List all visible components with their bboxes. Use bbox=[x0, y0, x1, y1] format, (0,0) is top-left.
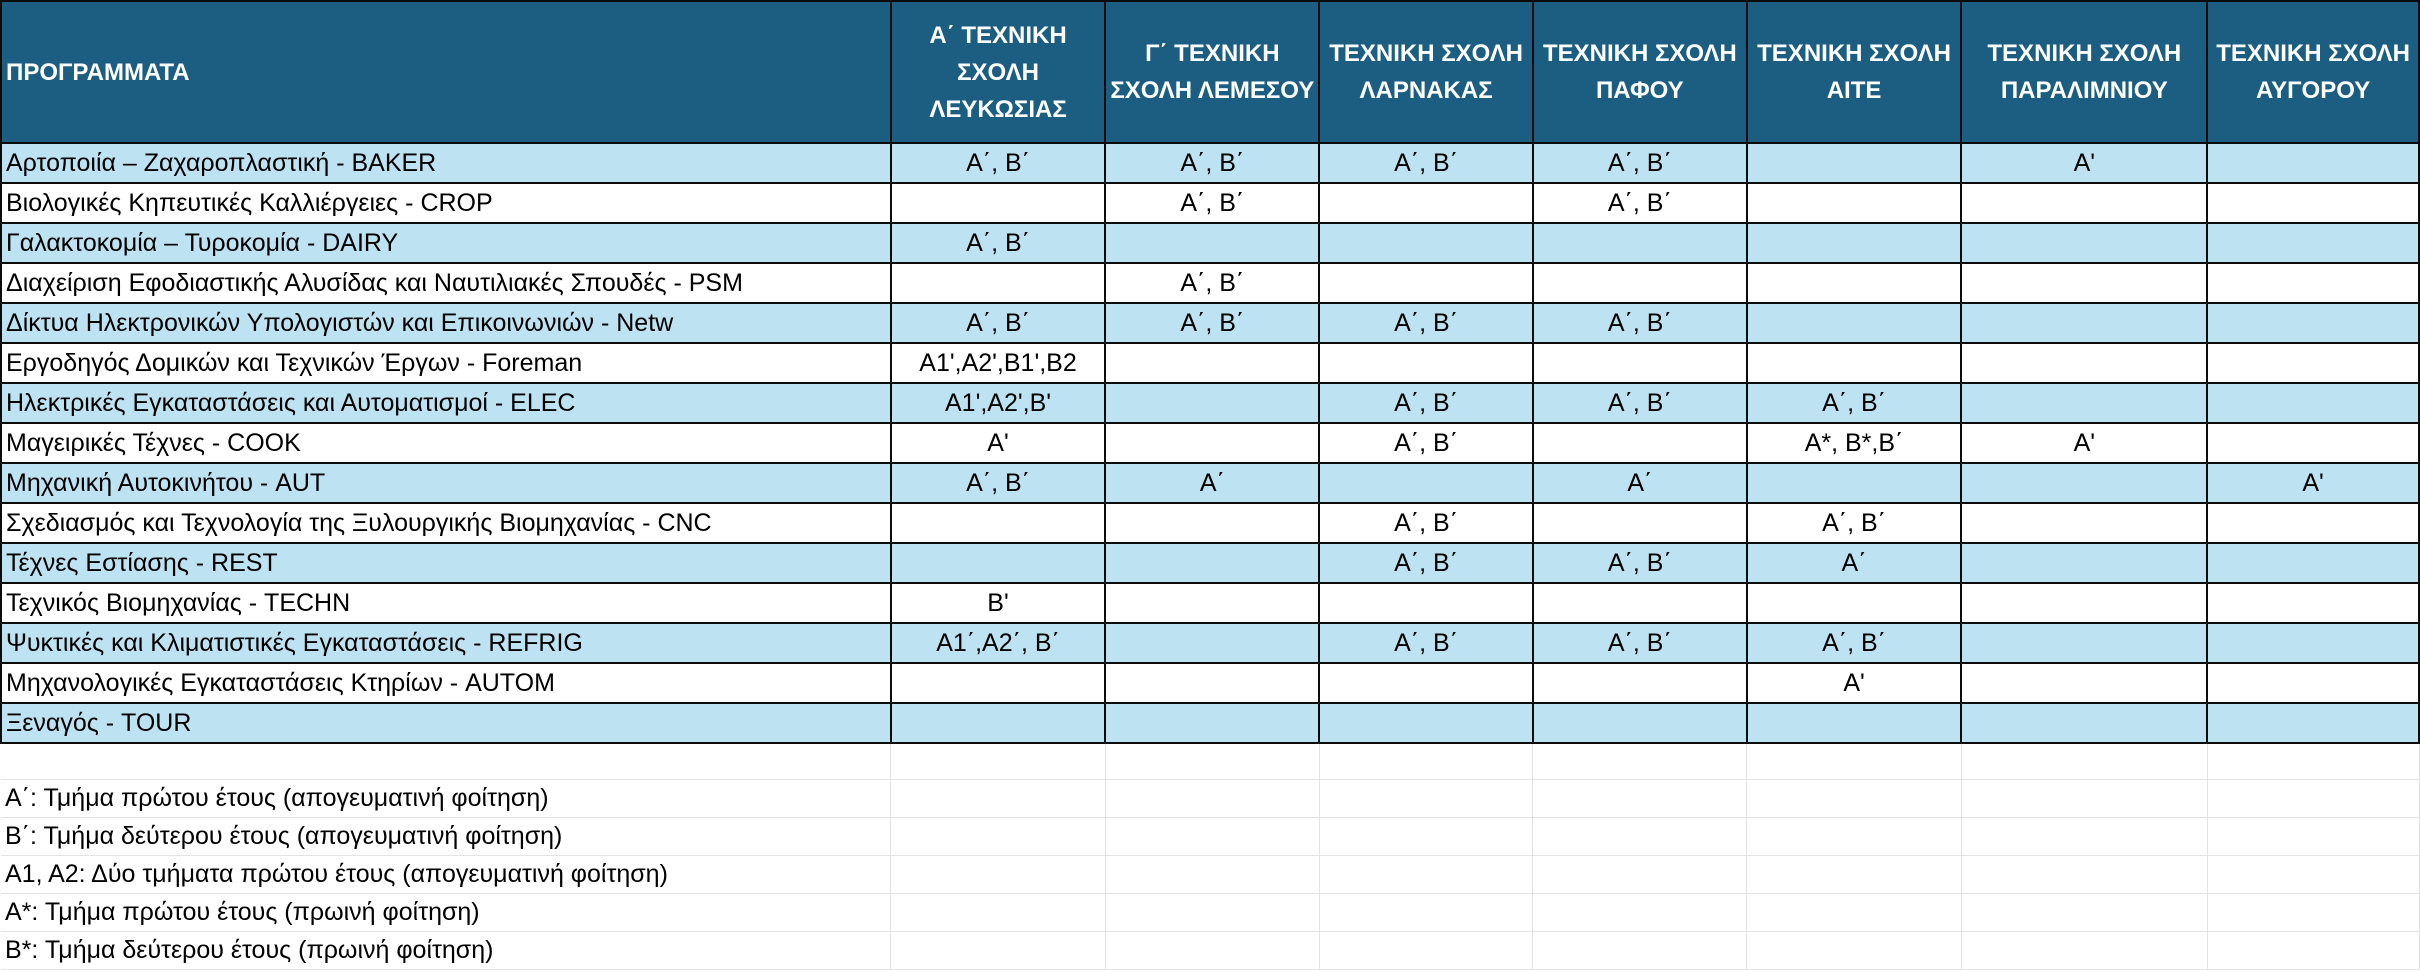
class-cell[interactable] bbox=[2207, 263, 2419, 303]
empty-cell[interactable] bbox=[1533, 931, 1747, 969]
class-cell[interactable] bbox=[1533, 583, 1747, 623]
legend-note[interactable]: Α*: Τμήμα πρώτου έτους (πρωινή φοίτηση) bbox=[1, 893, 891, 931]
empty-cell[interactable] bbox=[891, 855, 1106, 893]
empty-cell[interactable] bbox=[1747, 817, 1962, 855]
header-school-lefkosia[interactable]: Α΄ ΤΕΧΝΙΚΗ ΣΧΟΛΗ ΛΕΥΚΩΣΙΑΣ bbox=[891, 1, 1106, 143]
class-cell[interactable] bbox=[1105, 663, 1319, 703]
class-cell[interactable] bbox=[891, 183, 1106, 223]
empty-cell[interactable] bbox=[1105, 931, 1319, 969]
empty-cell[interactable] bbox=[891, 817, 1106, 855]
program-name-cell[interactable]: Εργοδηγός Δομικών και Τεχνικών Έργων - Foreman bbox=[1, 343, 891, 383]
class-cell[interactable]: Α΄, Β΄ bbox=[1319, 623, 1533, 663]
program-name-cell[interactable]: Βιολογικές Κηπευτικές Καλλιέργειες - CROP bbox=[1, 183, 891, 223]
class-cell[interactable] bbox=[2207, 423, 2419, 463]
legend-row bbox=[1, 893, 2419, 931]
class-cell[interactable] bbox=[1961, 263, 2207, 303]
class-cell[interactable] bbox=[2207, 583, 2419, 623]
class-cell[interactable]: Β' bbox=[891, 583, 1106, 623]
class-cell[interactable]: Α΄ bbox=[1105, 463, 1319, 503]
class-cell[interactable] bbox=[1319, 263, 1533, 303]
empty-cell[interactable] bbox=[1105, 817, 1319, 855]
class-cell[interactable] bbox=[1319, 223, 1533, 263]
class-cell[interactable] bbox=[2207, 143, 2419, 183]
empty-cell[interactable] bbox=[891, 893, 1106, 931]
class-cell[interactable]: Α' bbox=[891, 423, 1106, 463]
class-cell[interactable] bbox=[1747, 143, 1962, 183]
class-cell[interactable]: Α΄, Β΄ bbox=[1533, 183, 1747, 223]
empty-cell[interactable] bbox=[1533, 855, 1747, 893]
program-name-cell[interactable]: Ηλεκτρικές Εγκαταστάσεις και Αυτοματισμοί - ELEC bbox=[1, 383, 891, 423]
class-cell[interactable]: Α΄, Β΄ bbox=[891, 143, 1106, 183]
class-cell[interactable] bbox=[1533, 503, 1747, 543]
class-cell[interactable]: Α΄, Β΄ bbox=[1319, 423, 1533, 463]
class-cell[interactable] bbox=[1747, 343, 1962, 383]
class-cell[interactable] bbox=[891, 663, 1106, 703]
empty-cell[interactable] bbox=[1747, 893, 1962, 931]
class-cell[interactable]: Α΄, Β΄ bbox=[1105, 183, 1319, 223]
class-cell[interactable]: Α΄, Β΄ bbox=[1533, 543, 1747, 583]
class-cell[interactable] bbox=[1105, 583, 1319, 623]
header-school-pafos[interactable]: ΤΕΧΝΙΚΗ ΣΧΟΛΗ ΠΑΦΟΥ bbox=[1533, 1, 1747, 143]
class-cell[interactable] bbox=[1105, 343, 1319, 383]
empty-cell[interactable] bbox=[1747, 779, 1962, 817]
class-cell[interactable]: Α' bbox=[1961, 143, 2207, 183]
class-cell[interactable] bbox=[2207, 543, 2419, 583]
class-cell[interactable] bbox=[2207, 183, 2419, 223]
legend-note[interactable]: Β*: Τμήμα δεύτερου έτους (πρωινή φοίτηση) bbox=[1, 931, 891, 969]
class-cell[interactable]: Α1΄,Α2΄, Β΄ bbox=[891, 623, 1106, 663]
class-cell[interactable] bbox=[1747, 703, 1962, 743]
class-cell[interactable]: Α*, Β*,Β΄ bbox=[1747, 423, 1962, 463]
table-row bbox=[1, 663, 2419, 703]
class-cell[interactable] bbox=[891, 543, 1106, 583]
table-row bbox=[1, 623, 2419, 663]
class-cell[interactable]: Α΄, Β΄ bbox=[1319, 303, 1533, 343]
table-row bbox=[1, 303, 2419, 343]
empty-cell[interactable] bbox=[1961, 817, 2207, 855]
class-cell[interactable] bbox=[1961, 703, 2207, 743]
empty-cell[interactable] bbox=[2207, 931, 2419, 969]
table-row bbox=[1, 423, 2419, 463]
program-name-cell[interactable]: Τέχνες Εστίασης - REST bbox=[1, 543, 891, 583]
class-cell[interactable] bbox=[891, 503, 1106, 543]
program-name-cell[interactable]: Αρτοποιία – Ζαχαροπλαστική - BAKER bbox=[1, 143, 891, 183]
class-cell[interactable] bbox=[1319, 343, 1533, 383]
class-cell[interactable] bbox=[1533, 343, 1747, 383]
class-cell[interactable] bbox=[2207, 503, 2419, 543]
empty-cell[interactable] bbox=[1961, 893, 2207, 931]
program-name-cell[interactable]: Γαλακτοκομία – Τυροκομία - DAIRY bbox=[1, 223, 891, 263]
empty-cell[interactable] bbox=[1, 743, 891, 779]
class-cell[interactable]: Α΄, Β΄ bbox=[1533, 623, 1747, 663]
empty-cell[interactable] bbox=[2207, 743, 2419, 779]
empty-cell[interactable] bbox=[2207, 817, 2419, 855]
class-cell[interactable] bbox=[1319, 583, 1533, 623]
table-row bbox=[1, 503, 2419, 543]
empty-cell[interactable] bbox=[891, 931, 1106, 969]
class-cell[interactable] bbox=[1105, 503, 1319, 543]
header-row bbox=[1, 1, 2419, 143]
class-cell[interactable]: Α΄, Β΄ bbox=[891, 223, 1106, 263]
header-school-paralimni[interactable]: ΤΕΧΝΙΚΗ ΣΧΟΛΗ ΠΑΡΑΛΙΜΝΙΟΥ bbox=[1961, 1, 2207, 143]
class-cell[interactable] bbox=[1747, 183, 1962, 223]
header-programs[interactable]: ΠΡΟΓΡΑΜΜΑΤΑ bbox=[1, 1, 891, 143]
table-row bbox=[1, 463, 2419, 503]
class-cell[interactable]: Α΄, Β΄ bbox=[1533, 383, 1747, 423]
class-cell[interactable] bbox=[1961, 543, 2207, 583]
program-name-cell[interactable]: Διαχείριση Εφοδιαστικής Αλυσίδας και Ναυτιλιακές Σπουδές - PSM bbox=[1, 263, 891, 303]
class-cell[interactable] bbox=[1319, 663, 1533, 703]
class-cell[interactable]: Α΄, Β΄ bbox=[1319, 383, 1533, 423]
empty-cell[interactable] bbox=[1319, 931, 1533, 969]
empty-cell[interactable] bbox=[891, 743, 1106, 779]
class-cell[interactable] bbox=[1319, 463, 1533, 503]
class-cell[interactable]: Α΄, Β΄ bbox=[1105, 263, 1319, 303]
class-cell[interactable]: Α΄, Β΄ bbox=[1105, 303, 1319, 343]
empty-cell[interactable] bbox=[1105, 855, 1319, 893]
class-cell[interactable] bbox=[1747, 263, 1962, 303]
legend-note[interactable]: Α1, Α2: Δύο τμήματα πρώτου έτους (απογευματινή φοίτηση) bbox=[1, 855, 891, 893]
empty-cell[interactable] bbox=[1961, 855, 2207, 893]
class-cell[interactable]: Α΄, Β΄ bbox=[1533, 303, 1747, 343]
program-name-cell[interactable]: Ξεναγός - TOUR bbox=[1, 703, 891, 743]
legend-note[interactable]: Β΄: Τμήμα δεύτερου έτους (απογευματινή φοίτηση) bbox=[1, 817, 891, 855]
table-row bbox=[1, 383, 2419, 423]
class-cell[interactable] bbox=[1533, 663, 1747, 703]
class-cell[interactable]: Α΄, Β΄ bbox=[891, 463, 1106, 503]
legend-row bbox=[1, 931, 2419, 969]
header-school-aite[interactable]: ΤΕΧΝΙΚΗ ΣΧΟΛΗ ΑΙΤΕ bbox=[1747, 1, 1962, 143]
class-cell[interactable]: Α΄, Β΄ bbox=[1105, 143, 1319, 183]
empty-cell[interactable] bbox=[1961, 779, 2207, 817]
class-cell[interactable] bbox=[1961, 623, 2207, 663]
class-cell[interactable] bbox=[1747, 223, 1962, 263]
empty-cell[interactable] bbox=[1961, 743, 2207, 779]
empty-cell[interactable] bbox=[2207, 779, 2419, 817]
class-cell[interactable] bbox=[1961, 383, 2207, 423]
class-cell[interactable] bbox=[1105, 623, 1319, 663]
class-cell[interactable]: Α΄ bbox=[1533, 463, 1747, 503]
class-cell[interactable]: Α΄, Β΄ bbox=[1533, 143, 1747, 183]
empty-cell[interactable] bbox=[1533, 779, 1747, 817]
empty-cell[interactable] bbox=[1533, 817, 1747, 855]
class-cell[interactable] bbox=[2207, 383, 2419, 423]
empty-cell[interactable] bbox=[1961, 931, 2207, 969]
program-name-cell[interactable]: Ψυκτικές και Κλιματιστικές Εγκαταστάσεις - REFRIG bbox=[1, 623, 891, 663]
class-cell[interactable] bbox=[1961, 583, 2207, 623]
program-name-cell[interactable]: Τεχνικός Βιομηχανίας - TECHN bbox=[1, 583, 891, 623]
empty-cell[interactable] bbox=[1319, 743, 1533, 779]
class-cell[interactable] bbox=[1105, 423, 1319, 463]
empty-row bbox=[1, 743, 2419, 779]
header-school-larnaka[interactable]: ΤΕΧΝΙΚΗ ΣΧΟΛΗ ΛΑΡΝΑΚΑΣ bbox=[1319, 1, 1533, 143]
class-cell[interactable]: Α1',Α2',Β1',Β2 bbox=[891, 343, 1106, 383]
empty-cell[interactable] bbox=[1533, 893, 1747, 931]
class-cell[interactable] bbox=[1533, 423, 1747, 463]
empty-cell[interactable] bbox=[1747, 931, 1962, 969]
class-cell[interactable]: Α' bbox=[1961, 423, 2207, 463]
class-cell[interactable]: Α' bbox=[1747, 663, 1962, 703]
class-cell[interactable]: Α΄, Β΄ bbox=[1747, 383, 1962, 423]
program-name-cell[interactable]: Δίκτυα Ηλεκτρονικών Υπολογιστών και Επικοινωνιών - Netw bbox=[1, 303, 891, 343]
class-cell[interactable] bbox=[1961, 663, 2207, 703]
class-cell[interactable]: Α1',Α2',Β' bbox=[891, 383, 1106, 423]
class-cell[interactable] bbox=[1961, 503, 2207, 543]
header-school-lemesos[interactable]: Γ΄ ΤΕΧΝΙΚΗ ΣΧΟΛΗ ΛΕΜΕΣΟΥ bbox=[1105, 1, 1319, 143]
program-name-cell[interactable]: Σχεδιασμός και Τεχνολογία της Ξυλουργικής Βιομηχανίας - CNC bbox=[1, 503, 891, 543]
class-cell[interactable] bbox=[1961, 223, 2207, 263]
program-name-cell[interactable]: Μαγειρικές Τέχνες - COOK bbox=[1, 423, 891, 463]
class-cell[interactable] bbox=[2207, 703, 2419, 743]
program-name-cell[interactable]: Μηχανολογικές Εγκαταστάσεις Κτηρίων - AUTOM bbox=[1, 663, 891, 703]
table-row bbox=[1, 223, 2419, 263]
class-cell[interactable] bbox=[2207, 343, 2419, 383]
legend-row bbox=[1, 779, 2419, 817]
table-row bbox=[1, 543, 2419, 583]
class-cell[interactable] bbox=[1105, 383, 1319, 423]
class-cell[interactable]: Α΄, Β΄ bbox=[1319, 543, 1533, 583]
program-name-cell[interactable]: Μηχανική Αυτοκινήτου - AUT bbox=[1, 463, 891, 503]
class-cell[interactable]: Α' bbox=[2207, 463, 2419, 503]
class-cell[interactable] bbox=[2207, 223, 2419, 263]
class-cell[interactable] bbox=[1319, 703, 1533, 743]
class-cell[interactable] bbox=[1747, 583, 1962, 623]
class-cell[interactable] bbox=[1533, 703, 1747, 743]
empty-cell[interactable] bbox=[1319, 779, 1533, 817]
class-cell[interactable] bbox=[891, 263, 1106, 303]
table-row bbox=[1, 583, 2419, 623]
class-cell[interactable] bbox=[891, 703, 1106, 743]
class-cell[interactable] bbox=[1747, 303, 1962, 343]
empty-cell[interactable] bbox=[1747, 855, 1962, 893]
class-cell[interactable]: Α΄, Β΄ bbox=[1319, 503, 1533, 543]
empty-cell[interactable] bbox=[1319, 817, 1533, 855]
empty-cell[interactable] bbox=[1105, 779, 1319, 817]
class-cell[interactable] bbox=[1747, 463, 1962, 503]
table-row bbox=[1, 703, 2419, 743]
class-cell[interactable] bbox=[1961, 463, 2207, 503]
class-cell[interactable] bbox=[1319, 183, 1533, 223]
class-cell[interactable] bbox=[1105, 223, 1319, 263]
empty-cell[interactable] bbox=[1105, 743, 1319, 779]
class-cell[interactable] bbox=[2207, 303, 2419, 343]
header-school-avgorou[interactable]: ΤΕΧΝΙΚΗ ΣΧΟΛΗ ΑΥΓΟΡΟΥ bbox=[2207, 1, 2419, 143]
table-row bbox=[1, 343, 2419, 383]
empty-cell[interactable] bbox=[891, 779, 1106, 817]
legend-row bbox=[1, 855, 2419, 893]
empty-cell[interactable] bbox=[1533, 743, 1747, 779]
class-cell[interactable]: Α΄, Β΄ bbox=[1747, 503, 1962, 543]
class-cell[interactable]: Α΄ bbox=[1747, 543, 1962, 583]
empty-cell[interactable] bbox=[1105, 893, 1319, 931]
class-cell[interactable] bbox=[2207, 663, 2419, 703]
empty-cell[interactable] bbox=[2207, 893, 2419, 931]
class-cell[interactable]: Α΄, Β΄ bbox=[1319, 143, 1533, 183]
class-cell[interactable] bbox=[1533, 263, 1747, 303]
empty-cell[interactable] bbox=[2207, 855, 2419, 893]
class-cell[interactable] bbox=[1533, 223, 1747, 263]
empty-cell[interactable] bbox=[1319, 893, 1533, 931]
class-cell[interactable] bbox=[1961, 343, 2207, 383]
class-cell[interactable]: Α΄, Β΄ bbox=[891, 303, 1106, 343]
table-row bbox=[1, 183, 2419, 223]
empty-cell[interactable] bbox=[1747, 743, 1962, 779]
class-cell[interactable] bbox=[1105, 543, 1319, 583]
class-cell[interactable] bbox=[1961, 303, 2207, 343]
class-cell[interactable] bbox=[2207, 623, 2419, 663]
table-row bbox=[1, 143, 2419, 183]
empty-cell[interactable] bbox=[1319, 855, 1533, 893]
class-cell[interactable] bbox=[1961, 183, 2207, 223]
legend-row bbox=[1, 817, 2419, 855]
table-row bbox=[1, 263, 2419, 303]
legend-note[interactable]: Α΄: Τμήμα πρώτου έτους (απογευματινή φοίτηση) bbox=[1, 779, 891, 817]
class-cell[interactable]: Α΄, Β΄ bbox=[1747, 623, 1962, 663]
class-cell[interactable] bbox=[1105, 703, 1319, 743]
